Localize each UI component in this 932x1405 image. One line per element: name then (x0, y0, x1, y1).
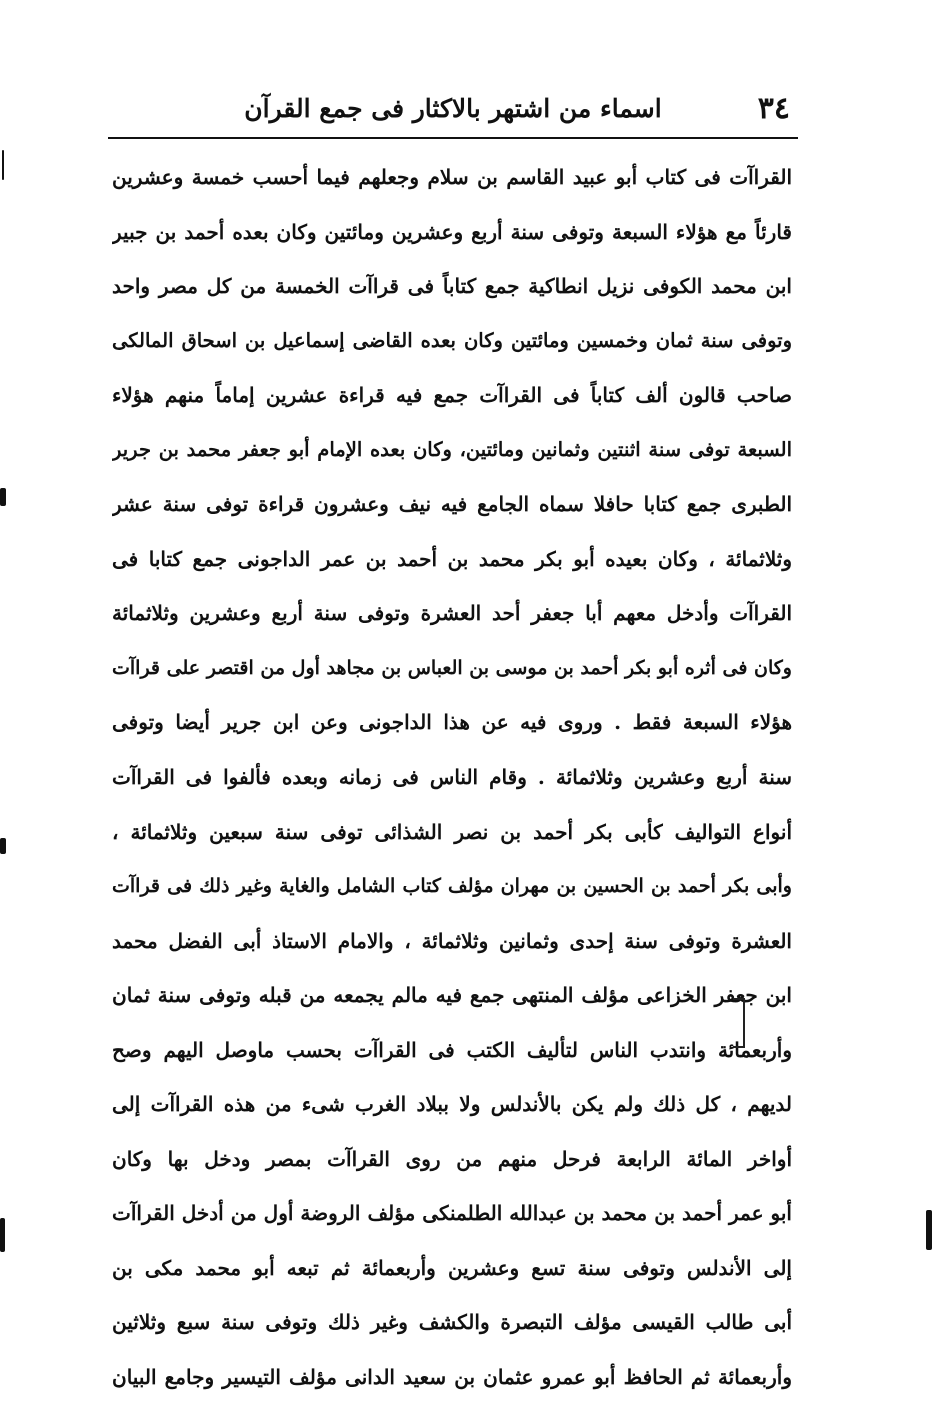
text-line: وأبى بكر أحمد بن الحسين بن مهران مؤلف كتاب الشامل والغاية وغير ذلك فى قراآت (112, 875, 792, 898)
text-line: أنواع التواليف كأبى بكر أحمد بن نصر الشذائى توفى سنة سبعين وثلاثمائة ، (112, 819, 792, 844)
page-header (108, 88, 798, 134)
scan-edge-mark (0, 488, 6, 506)
text-line: قارئاً مع هؤلاء السبعة وتوفى سنة أربع وعشرين ومائتين وكان بعده أحمد بن جبير (112, 219, 792, 244)
margin-bracket (733, 998, 745, 1048)
text-line: ابن جعفر الخزاعى مؤلف المنتهى جمع فيه مالم يجمعه من قبله وتوفى سنة ثمان (112, 983, 792, 1008)
text-line: لديهم ، كل ذلك ولم يكن بالأندلس ولا ببلاد الغرب شىء من هذه القراآت إلى (112, 1092, 792, 1117)
running-title: اسماء من اشتهر بالاكثار فى جمع القرآن (244, 94, 662, 123)
scan-edge-mark (926, 1210, 932, 1250)
scan-edge-mark (0, 1218, 5, 1252)
header-rule (108, 137, 798, 139)
text-line: السبعة توفى سنة اثنتين وثمانين ومائتين، وكان بعده الإمام أبو جعفر محمد بن جرير (112, 437, 792, 461)
page-number: ٣٤ (757, 91, 790, 126)
text-line: وكان فى أثره أبو بكر أحمد بن موسى بن العباس بن مجاهد أول من اقتصر على قراآت (112, 656, 792, 679)
text-line: وتوفى سنة ثمان وخمسين ومائتين وكان بعده القاضى إسماعيل بن اسحاق المالكى (112, 328, 792, 352)
text-line: القراآت فى كتاب أبو عبيد القاسم بن سلام وجعلهم فيما أحسب خمسة وعشرين (112, 165, 792, 189)
text-line: أبى طالب القيسى مؤلف التبصرة والكشف وغير ذلك وتوفى سنة سبع وثلاثين (112, 1310, 792, 1335)
scan-edge-mark (2, 150, 4, 180)
text-line: العشرة وتوفى سنة إحدى وثمانين وثلاثمائة ، والامام الاستاذ أبى الفضل محمد (112, 928, 792, 953)
text-line: سنة أربع وعشرين وثلاثمائة . وقام الناس فى زمانه وبعده فألفوا فى القراآت (112, 765, 792, 790)
text-line: أبو عمر أحمد بن محمد بن عبدالله الطلمنكى مؤلف الروضة أول من أدخل القراآت (112, 1201, 792, 1226)
text-line: وأربعمائة ثم الحافظ أبو عمرو عثمان بن سعيد الدانى مؤلف التيسير وجامع البيان (112, 1365, 792, 1390)
text-line: الطبرى جمع كتابا حافلا سماه الجامع فيه نيف وعشرون قراءة توفى سنة عشر (112, 492, 792, 517)
text-line: إلى الأندلس وتوفى سنة تسع وعشرين وأربعمائة ثم تبعه أبو محمد مكى بن (112, 1255, 792, 1280)
text-line: ابن محمد الكوفى نزيل انطاكية جمع كتاباً فى قراآت الخمسة من كل مصر واحد (112, 274, 792, 299)
text-line: القراآت وأدخل معهم أبا جعفر أحد العشرة وتوفى سنة أربع وعشرين وثلاثمائة (112, 601, 792, 626)
text-line: أواخر المائة الرابعة فرحل منهم من روى القراآت بمصر ودخل بها وكان (112, 1146, 792, 1171)
text-line: وثلاثمائة ، وكان بعيده أبو بكر محمد بن أحمد بن عمر الداجونى جمع كتابا فى (112, 546, 792, 571)
text-line: هؤلاء السبعة فقط . وروى فيه عن هذا الداجونى وعن ابن جرير أيضا وتوفى (112, 710, 792, 735)
scan-edge-mark (0, 838, 6, 854)
text-line: صاحب قالون ألف كتاباً فى القراآت جمع فيه قراءة عشرين إماماً منهم هؤلاء (112, 383, 792, 408)
body-text (112, 150, 792, 1405)
text-line: وأربعمائة وانتدب الناس لتأليف الكتب فى القراآت بحسب ماوصل اليهم وصح (112, 1037, 792, 1062)
